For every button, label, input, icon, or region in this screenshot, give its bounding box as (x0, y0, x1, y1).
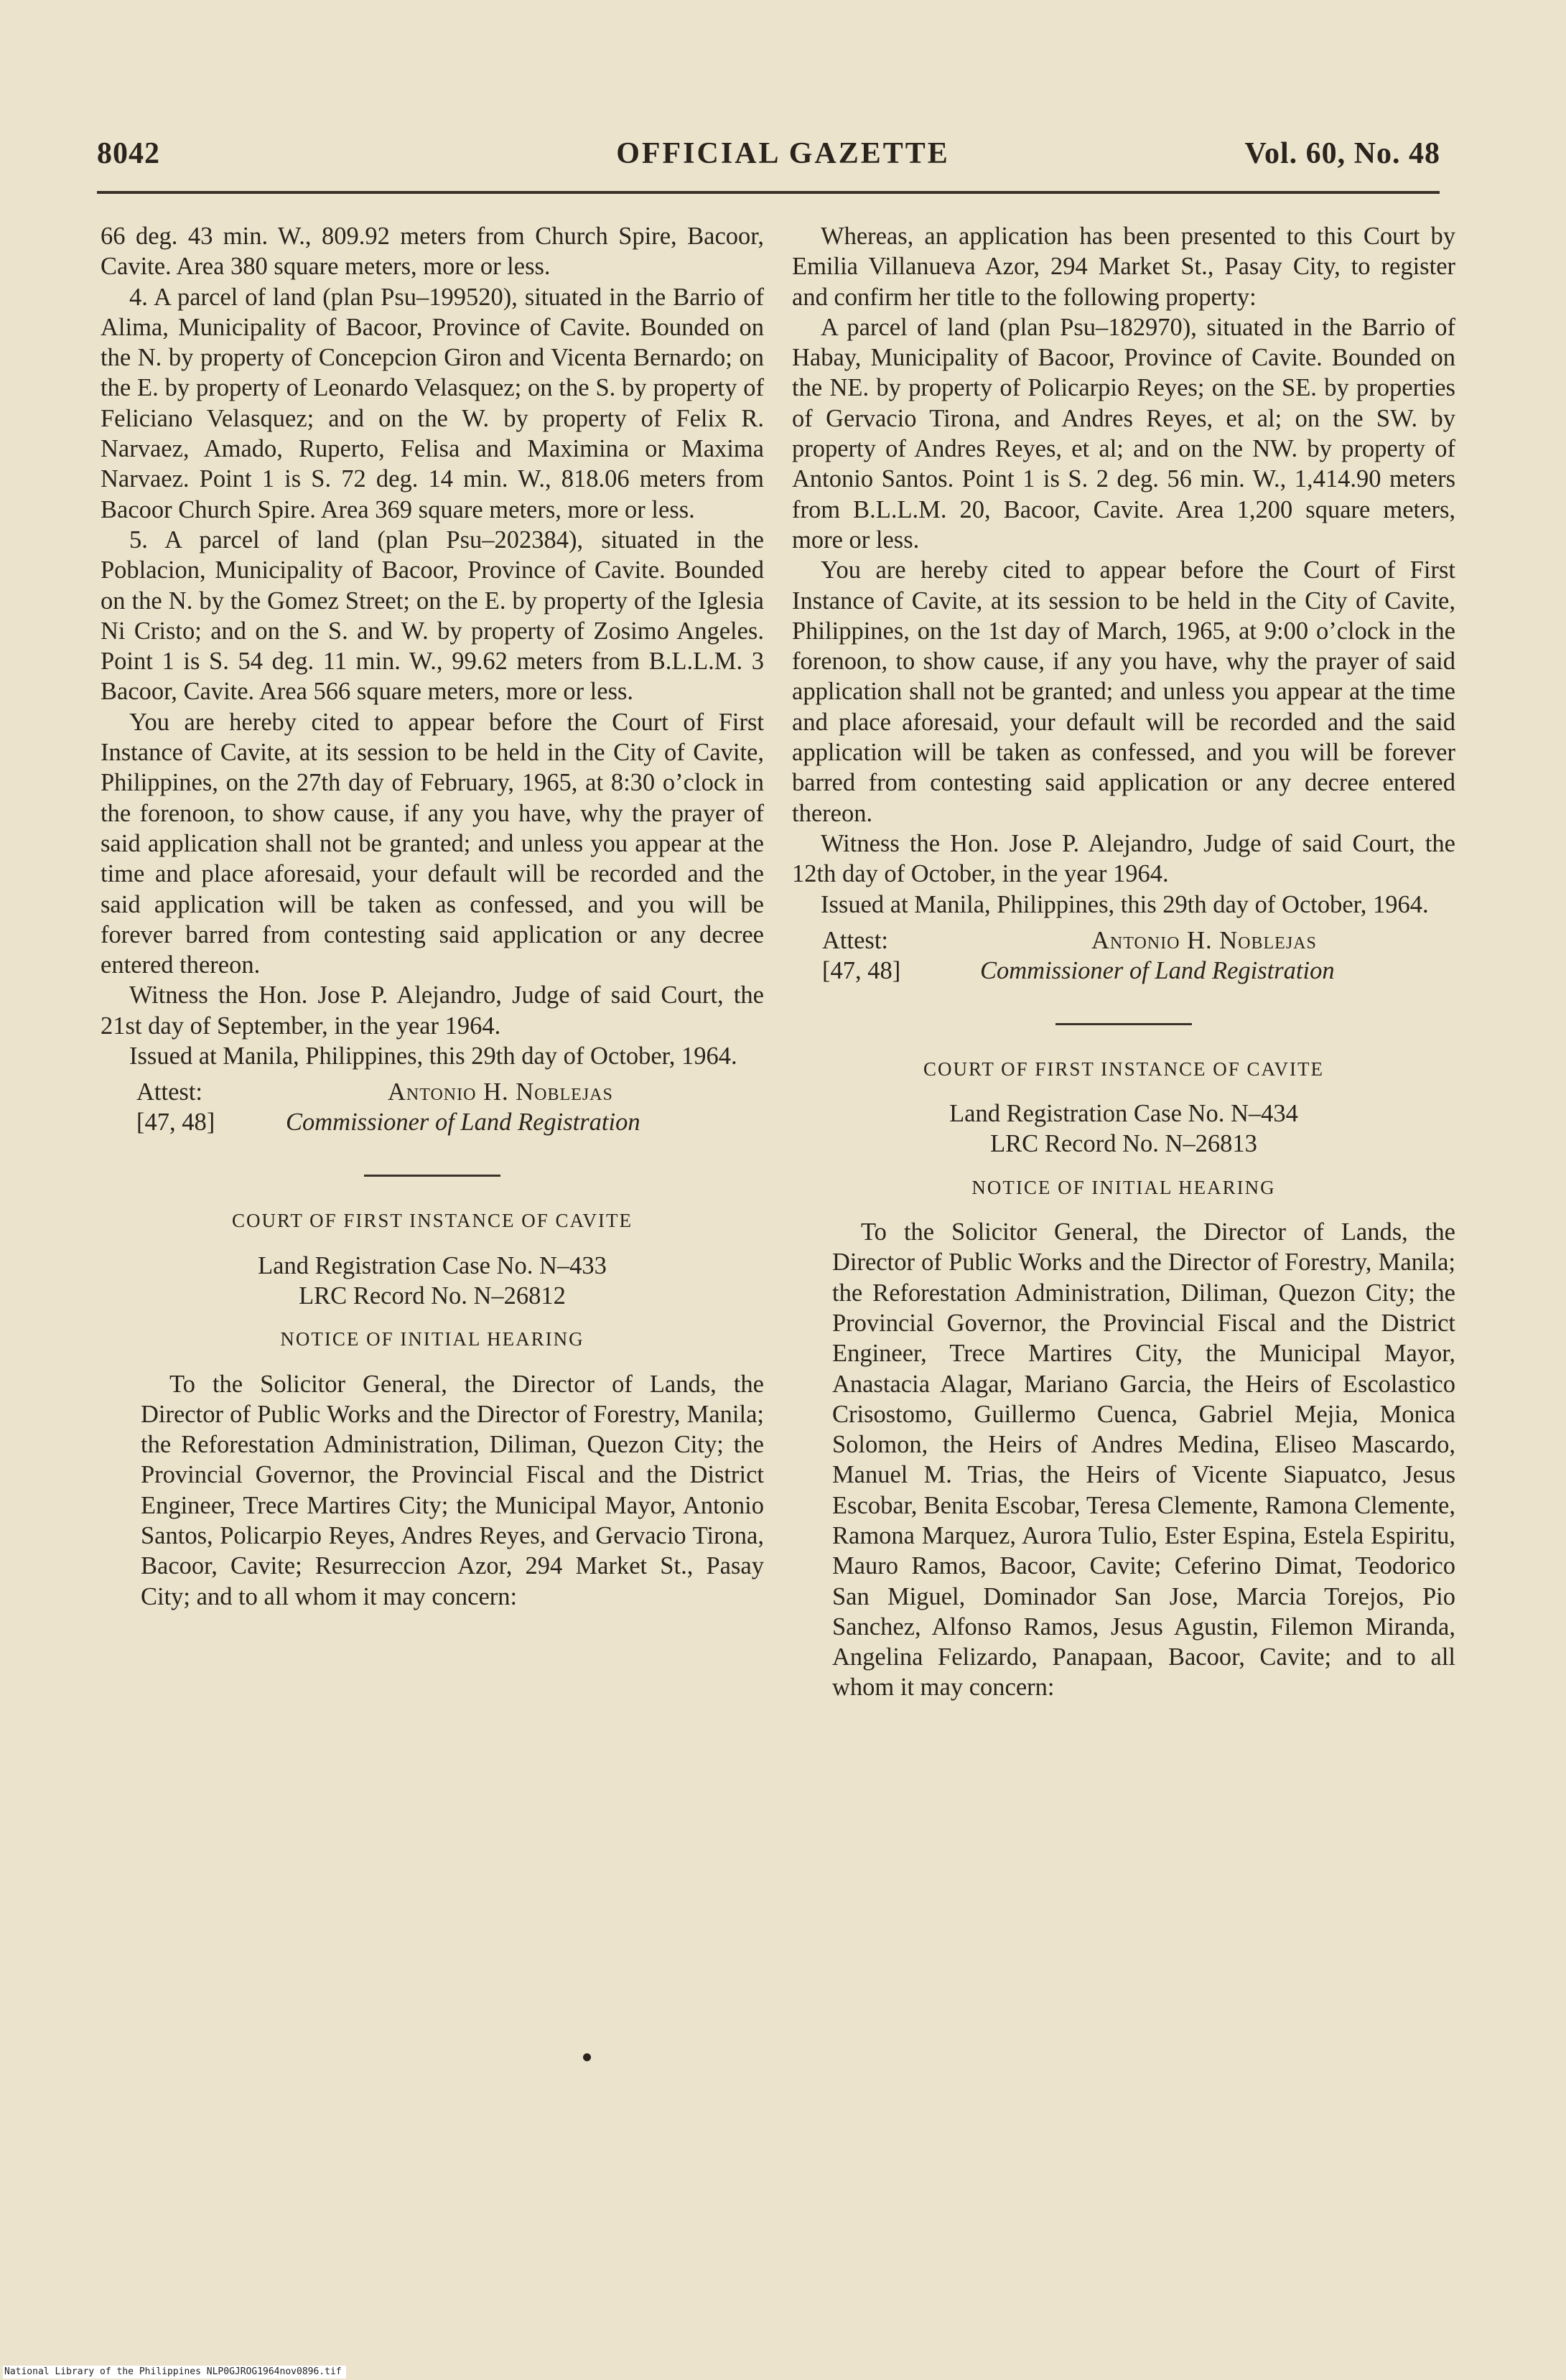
issue-refs: [47, 48] (136, 1109, 215, 1137)
case-number: Land Registration Case No. N–434 (949, 1100, 1298, 1128)
header-rule (97, 191, 1440, 194)
paragraph: Issued at Manila, Philippines, this 29th day of October, 1964. (129, 1042, 737, 1070)
case-number: Land Registration Case No. N–433 (258, 1251, 607, 1279)
paragraph: Witness the Hon. Jose P. Alejandro, Judge of said Court, the 12th day of October, in the year 1964. (792, 829, 1455, 888)
paragraph: Issued at Manila, Philippines, this 29th day of October, 1964. (821, 890, 1429, 918)
paragraph: Witness the Hon. Jose P. Alejandro, Judge of said Court, the 21st day of September, in the year 1964. (101, 981, 764, 1040)
paragraph: You are hereby cited to appear before the Court of First Instance of Cavite, at its session to be held in the City of Cavite, Philippines, on the 1st day of March, 1965, at 9:00 o’clock in the forenoon, to show cause, if any you have, why the prayer of said application shall not be granted; and unless you appear at the time and place aforesaid, your default will be recorded and the said application will be taken as confessed, and you will be forever barred from contesting said application or any decree entered thereon. (792, 556, 1455, 827)
signer-title: Commissioner of Land Registration (286, 1109, 640, 1137)
section-divider (1055, 1023, 1192, 1025)
paragraph: Whereas, an application has been presented to this Court by Emilia Villanueva Azor, 294 Market St., Pasay City, to register and confirm her title to the following property: (792, 223, 1455, 311)
signer-name: Antonio H. Noblejas (388, 1078, 613, 1106)
attest-label: Attest: (822, 926, 888, 954)
paragraph: 5. A parcel of land (plan Psu–202384), situated in the Poblacion, Municipality of Bacoor, Province of Cavite. Bounded on the N. by the Gomez Street; on the E. by property of the Iglesia Ni Cristo; and on the S. and W. by property of Zosimo Angeles. Point 1 is S. 54 deg. 11 min. W., 99.62 meters from B.L.L.M. 3 Bacoor, Cavite. Area 566 square meters, more or less. (101, 526, 764, 706)
signature-block (792, 925, 1455, 986)
paragraph: 66 deg. 43 min. W., 809.92 meters from Church Spire, Bacoor, Cavite. Area 380 square meters, more or less. (101, 223, 764, 281)
notice-addressees: To the Solicitor General, the Director of Lands, the Director of Public Works and the Director of Forestry, Manila; the Reforestation Administration, Diliman, Quezon City; the Provincial Governor, the Provincial Fiscal and the District Engineer, Trece Martires City; the Municipal Mayor, Antonio Santos, Policarpio Reyes, Andres Reyes, and Gervacio Tirona, Bacoor, Cavite; Resurreccion Azor, 294 Market St., Pasay City; and to all whom it may concern: (141, 1370, 764, 1610)
volume-issue: Vol. 60, No. 48 (1244, 137, 1440, 170)
page-number: 8042 (97, 137, 160, 170)
issue-refs: [47, 48] (822, 956, 901, 984)
attest-label: Attest: (136, 1078, 202, 1106)
notice-heading: NOTICE OF INITIAL HEARING (280, 1328, 584, 1350)
court-heading: COURT OF FIRST INSTANCE OF CAVITE (923, 1058, 1325, 1080)
record-number: LRC Record No. N–26812 (299, 1282, 566, 1310)
signature-block (101, 1077, 764, 1137)
ink-dot (583, 2053, 591, 2061)
record-number: LRC Record No. N–26813 (990, 1130, 1257, 1158)
court-heading: COURT OF FIRST INSTANCE OF CAVITE (231, 1210, 633, 1232)
signer-name: Antonio H. Noblejas (1091, 926, 1317, 954)
signer-title: Commissioner of Land Registration (980, 956, 1335, 984)
publication-title: OFFICIAL GAZETTE (616, 137, 950, 170)
paragraph: 4. A parcel of land (plan Psu–199520), situated in the Barrio of Alima, Municipality of Bacoor, Province of Cavite. Bounded on the N. by property of Concepcion Giron and Vicenta Bernardo; on the E. by property of Leonardo Velasquez; on the S. by property of Feliciano Velasquez; and on the W. by property of Felix R. Narvaez, Amado, Ruperto, Felisa and Maximina or Maxima Narvaez. Point 1 is S. 72 deg. 14 min. W., 818.06 meters from Bacoor Church Spire. Area 369 square meters, more or less. (101, 283, 764, 523)
right-column (792, 221, 1455, 1703)
section-divider (364, 1175, 500, 1177)
scan-footer: National Library of the Philippines NLP0GJROG1964nov0896.tif (3, 2366, 346, 2379)
notice-heading: NOTICE OF INITIAL HEARING (971, 1176, 1276, 1198)
paragraph: A parcel of land (plan Psu–182970), situated in the Barrio of Habay, Municipality of Bacoor, Province of Cavite. Bounded on the NE. by property of Policarpio Reyes; on the SE. by properties of Gervacio Tirona, and Andres Reyes, et al; on the SW. by property of Andres Reyes, et al; and on the NW. by property of Antonio Santos. Point 1 is S. 2 deg. 56 min. W., 1,414.90 meters from B.L.L.M. 20, Bacoor, Cavite. Area 1,200 square meters, more or less. (792, 313, 1455, 554)
notice-addressees: To the Solicitor General, the Director of Lands, the Director of Public Works and the Director of Forestry, Manila; the Reforestation Administration, Diliman, Quezon City; the Provincial Governor, the Provincial Fiscal and the District Engineer, Trece Martires City, the Municipal Mayor, Anastacia Alagar, Mariano Garcia, the Heirs of Escolastico Crisostomo, Guillermo Cuenca, Gabriel Mejia, Monica Solomon, the Heirs of Andres Medina, Eliseo Mascardo, Manuel M. Trias, the Heirs of Vicente Siapuatco, Jesus Escobar, Benita Escobar, Teresa Clemente, Ramona Clemente, Ramona Marquez, Aurora Tulio, Ester Espina, Estela Espiritu, Mauro Ramos, Bacoor, Cavite; Ceferino Dimat, Teodorico San Miguel, Dominador San Jose, Marcia Torejos, Pio Sanchez, Alfonso Ramos, Jesus Agustin, Filemon Miranda, Angelina Felizardo, Panapaan, Bacoor, Cavite; and to all whom it may concern: (832, 1218, 1455, 1702)
left-column (101, 221, 764, 1612)
paragraph: You are hereby cited to appear before the Court of First Instance of Cavite, at its session to be held in the City of Cavite, Philippines, on the 27th day of February, 1965, at 8:30 o’clock in the forenoon, to show cause, if any you have, why the prayer of said application shall not be granted; and unless you appear at the time and place aforesaid, your default will be recorded and the said application will be taken as confessed, and you will be forever barred from contesting said application or any decree entered thereon. (101, 708, 764, 979)
